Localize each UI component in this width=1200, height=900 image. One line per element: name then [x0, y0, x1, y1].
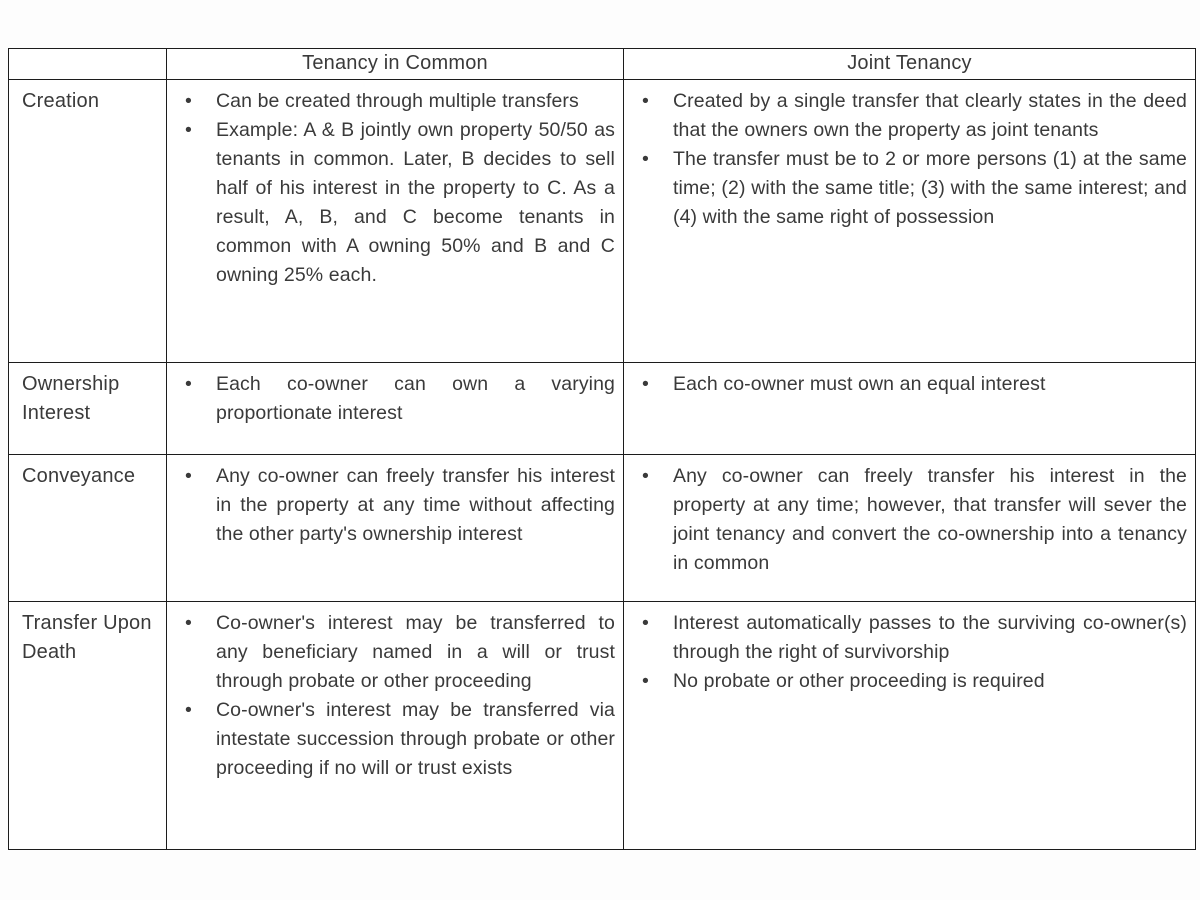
cell-creation-tenancy-in-common: [167, 80, 624, 363]
bullet-text: Each co-owner can own a varying proportionate interest: [216, 373, 615, 424]
bullet-item: [167, 370, 623, 428]
cell-ownership-joint-tenancy: [624, 363, 1196, 455]
comparison-table: [8, 48, 1196, 850]
bullet-text: Each co-owner must own an equal interest: [673, 373, 1046, 395]
table-row-ownership-interest: [9, 363, 1196, 455]
bullet-text: Interest automatically passes to the surviving co-owner(s) through the right of survivorship: [673, 612, 1187, 663]
bullet-item: [624, 87, 1195, 145]
bullet-item: [624, 145, 1195, 232]
bullet-icon: •: [185, 119, 192, 141]
bullet-text: Can be created through multiple transfers: [216, 90, 579, 112]
row-label-conveyance: Conveyance: [9, 455, 167, 602]
bullet-icon: •: [642, 373, 649, 395]
bullet-icon: •: [642, 148, 649, 170]
bullet-icon: •: [185, 612, 192, 634]
bullet-text: Example: A & B jointly own property 50/50 as tenants in common. Later, B decides to sell half of his interest in the property to C. As a result, A, B, and C become tenants in common with A owning 50% and B and C owning 25% each.: [216, 119, 615, 286]
table-row-conveyance: [9, 455, 1196, 602]
bullet-icon: •: [642, 670, 649, 692]
bullet-item: [167, 116, 623, 290]
bullet-item: [624, 609, 1195, 667]
bullet-item: [167, 696, 623, 783]
bullet-icon: •: [642, 612, 649, 634]
bullet-item: [624, 667, 1195, 696]
bullet-icon: •: [642, 465, 649, 487]
bullet-icon: •: [185, 90, 192, 112]
table-row-transfer-upon-death: [9, 602, 1196, 850]
cell-creation-joint-tenancy: [624, 80, 1196, 363]
cell-death-tenancy-in-common: [167, 602, 624, 850]
bullet-item: [167, 87, 623, 116]
row-label-creation: Creation: [9, 80, 167, 363]
header-tenancy-in-common: Tenancy in Common: [167, 49, 624, 80]
bullet-icon: •: [185, 465, 192, 487]
header-empty-cell: [9, 49, 167, 80]
bullet-icon: •: [185, 699, 192, 721]
table-header-row: [9, 49, 1196, 80]
bullet-icon: •: [642, 90, 649, 112]
row-label-transfer-upon-death: Transfer Upon Death: [9, 602, 167, 850]
bullet-text: Any co-owner can freely transfer his interest in the property at any time without affecting the other party's ownership interest: [216, 465, 615, 545]
cell-conveyance-tenancy-in-common: [167, 455, 624, 602]
cell-conveyance-joint-tenancy: [624, 455, 1196, 602]
row-label-ownership-interest: Ownership Interest: [9, 363, 167, 455]
bullet-item: [624, 370, 1195, 399]
bullet-icon: •: [185, 373, 192, 395]
bullet-item: [167, 609, 623, 696]
cell-ownership-tenancy-in-common: [167, 363, 624, 455]
bullet-text: The transfer must be to 2 or more persons (1) at the same time; (2) with the same title; (3) with the same interest; and (4) with the same right of possession: [673, 148, 1187, 228]
bullet-text: Co-owner's interest may be transferred via intestate succession through probate or other proceeding if no will or trust exists: [216, 699, 615, 779]
bullet-item: [167, 462, 623, 549]
bullet-text: Co-owner's interest may be transferred to any beneficiary named in a will or trust through probate or other proceeding: [216, 612, 615, 692]
table-row-creation: [9, 80, 1196, 363]
bullet-text: Created by a single transfer that clearly states in the deed that the owners own the property as joint tenants: [673, 90, 1187, 141]
bullet-text: No probate or other proceeding is required: [673, 670, 1045, 692]
bullet-item: [624, 462, 1195, 578]
bullet-text: Any co-owner can freely transfer his interest in the property at any time; however, that transfer will sever the joint tenancy and convert the co-ownership into a tenancy in common: [673, 465, 1187, 574]
cell-death-joint-tenancy: [624, 602, 1196, 850]
header-joint-tenancy: Joint Tenancy: [624, 49, 1196, 80]
